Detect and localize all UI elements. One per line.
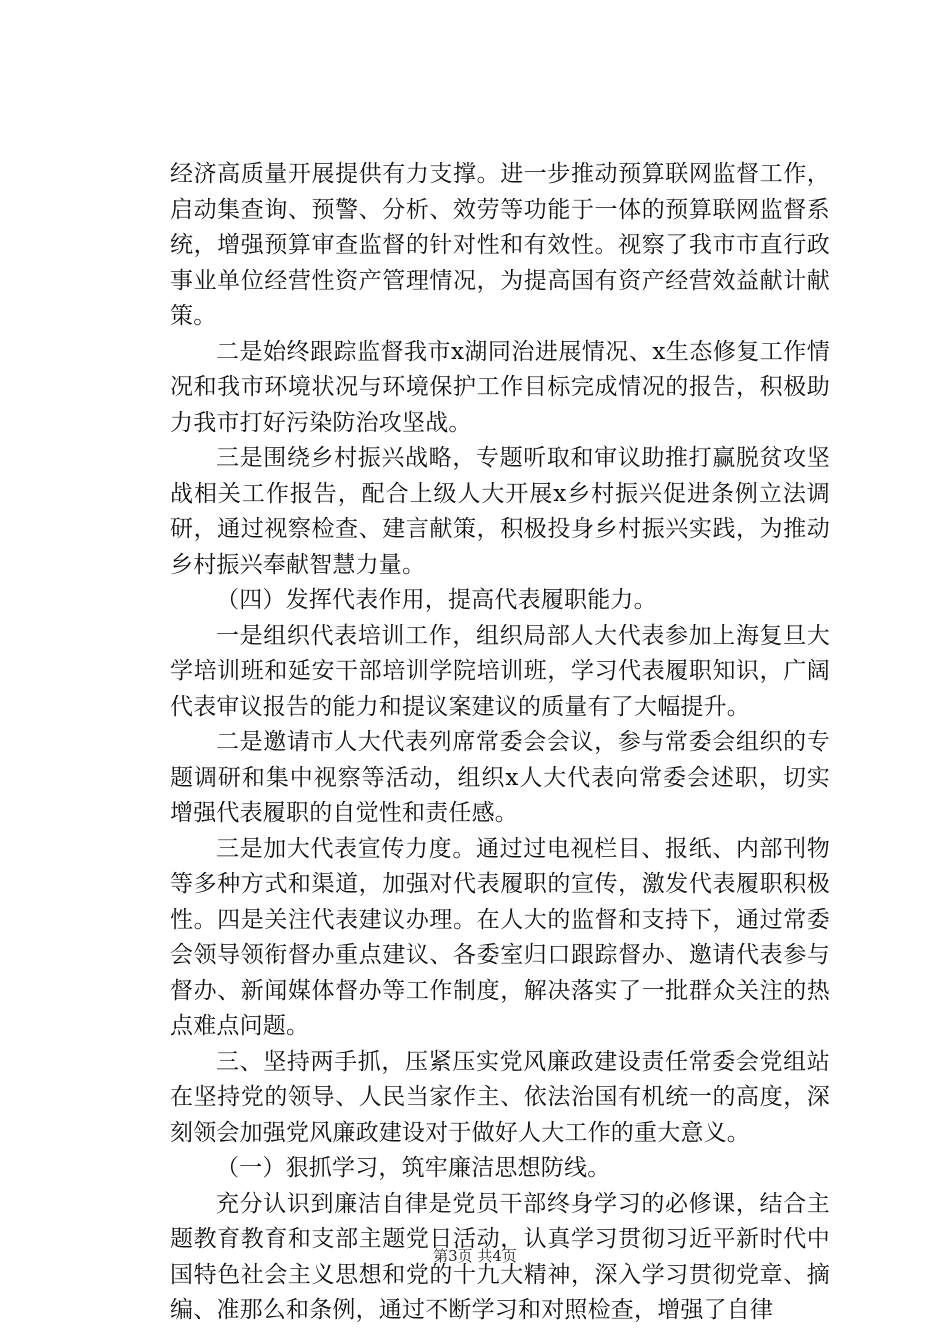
- paragraph-representative-publicity: 三是加大代表宣传力度。通过过电视栏目、报纸、内部刊物等多种方式和渠道，加强对代表履职的宣传，激发代表履职积极性。四是关注代表建议办理。在人大的监督和支持下，通过常委会领导领衔督办重点建议、各委室归口跟踪督办、邀请代表参与督办、新闻媒体督办等工作制度，解决落实了一批群众关注的热点难点问题。: [170, 835, 830, 1039]
- document-body: [170, 157, 830, 1329]
- paragraph-rural-revitalization: 三是围绕乡村振兴战略，专题听取和审议助推打赢脱贫攻坚战相关工作报告，配合上级人大开展x乡村振兴促进条例立法调研，通过视察检查、建言献策，积极投身乡村振兴实践，为推动乡村振兴奉献智慧力量。: [170, 445, 830, 578]
- page-number-footer: 第3页 共4页: [433, 1247, 517, 1265]
- paragraph-environment-supervision: 二是始终跟踪监督我市x湖同治进展情况、x生态修复工作情况和我市环境状况与环境保护工作目标完成情况的报告，积极助力我市打好污染防治攻坚战。: [170, 338, 830, 436]
- paragraph-representative-training: 一是组织代表培训工作，组织局部人大代表参加上海复旦大学培训班和延安干部培训学院培训班，学习代表履职知识，广阔代表审议报告的能力和提议案建议的质量有了大幅提升。: [170, 622, 830, 720]
- paragraph-representative-participation: 二是邀请市人大代表列席常委会会议，参与常委会组织的专题调研和集中视察等活动，组织x人大代表向常委会述职，切实增强代表履职的自觉性和责任感。: [170, 729, 830, 826]
- section-heading-anti-corruption: 三、坚持两手抓，压紧压实党风廉政建设责任常委会党组站在坚持党的领导、人民当家作主、依法治国有机统一的高度，深刻领会加强党风廉政建设对于做好人大工作的重大意义。: [170, 1048, 830, 1146]
- section-heading-representatives: （四）发挥代表作用，提高代表履职能力。: [216, 587, 657, 613]
- paragraph-self-discipline-study: 充分认识到廉洁自律是党员干部终身学习的必修课，结合主题教育教育和支部主题党日活动，认真学习贯彻习近平新时代中国特色社会主义思想和党的十九大精神，深入学习贯彻党章、摘编、准那么和条例，通过不断学习和对照检查，增强了自律: [170, 1190, 830, 1323]
- subsection-heading-study: （一）狠抓学习，筑牢廉洁思想防线。: [216, 1155, 611, 1181]
- paragraph-budget-supervision: 经济高质量开展提供有力支撑。进一步推动预算联网监督工作，启动集查询、预警、分析、效劳等功能于一体的预算联网监督系统，增强预算审查监督的针对性和有效性。视察了我市市直行政事业单位经营性资产管理情况，为提高国有资产经营效益献计献策。: [170, 161, 830, 329]
